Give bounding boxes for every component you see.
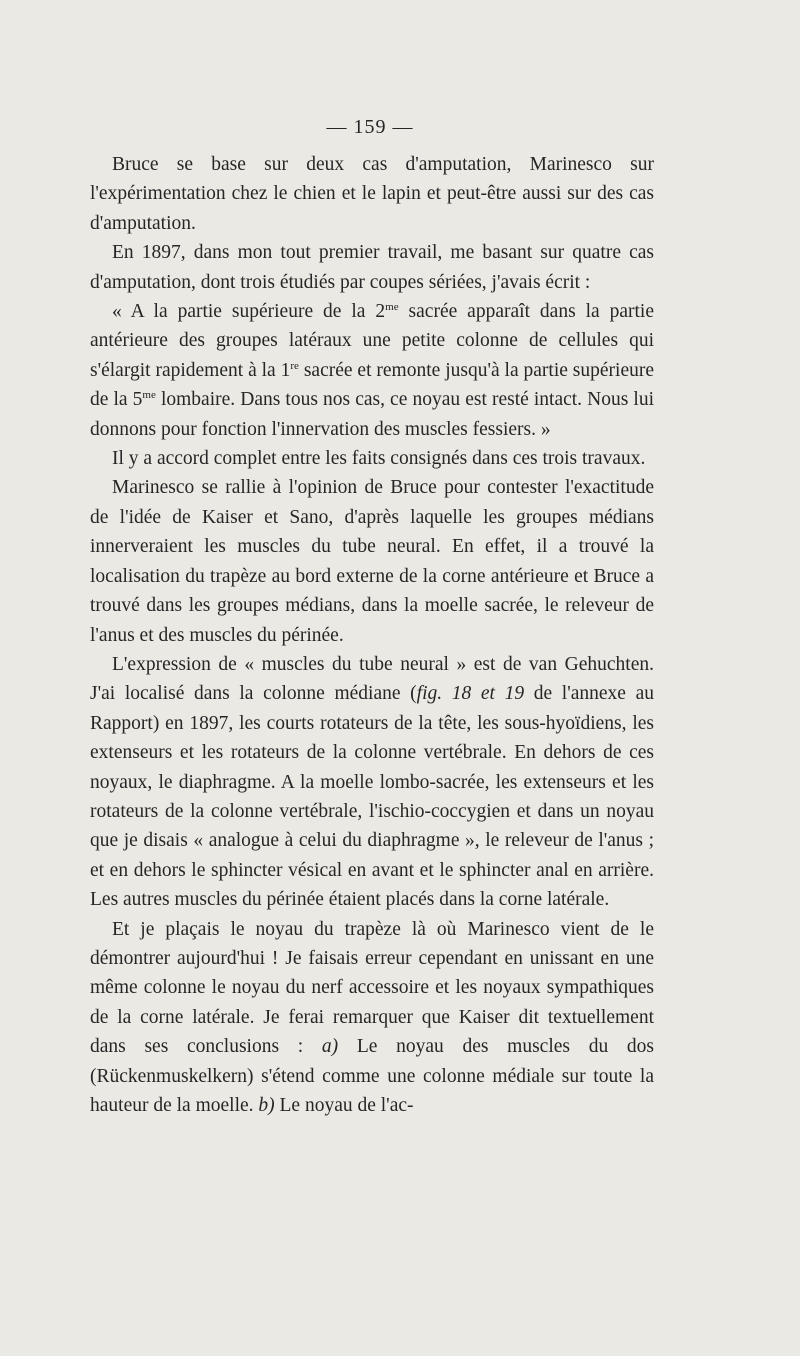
fig-paragraph-before: L'expression de « muscles du tube neural » est de van Gehuchten. J'ai localisé dans la colonne médiane (	[90, 653, 654, 705]
paragraph-quote	[90, 297, 654, 444]
paragraph-bruce-marinesco: Bruce se base sur deux cas d'amputation, Marinesco sur l'expérimentation chez le chien et le lapin et peut-être aussi sur des cas d'amputation.	[90, 154, 654, 234]
ordinal-suffix: re	[290, 359, 299, 372]
list-label-a: a)	[321, 1036, 339, 1058]
quote-part-c: sacrée et remonte jusqu'à la partie supérieure de la	[90, 359, 655, 411]
ordinal-suffix: me	[385, 301, 399, 314]
quote-part-b: sacrée apparaît dans la partie antérieure des groupes latéraux une petite colonne de cellules qui s'élargit rapidement à la	[90, 301, 654, 381]
paragraph-accord: Il y a accord complet entre les faits consignés dans ces trois travaux.	[112, 448, 646, 470]
page-number: — 159 —	[326, 116, 414, 138]
text-body	[90, 150, 654, 1120]
ordinal-number: 2	[375, 301, 386, 323]
quote-part-a: « A la partie supérieure de la	[112, 301, 376, 323]
quote-part-d: lombaire. Dans tous nos cas, ce noyau est resté intact. Nous lui donnons pour fonction l'innervation des muscles fessiers. »	[90, 389, 654, 440]
figure-reference: fig. 18 et 19	[416, 683, 525, 705]
ordinal-suffix: me	[142, 389, 156, 402]
last-paragraph-after: Le noyau de l'ac-	[274, 1095, 414, 1116]
fig-paragraph-after: de l'annexe au Rapport) en 1897, les courts rotateurs de la tête, les sous-hyoïdiens, les extenseurs et les rotateurs de la colonne vertébrale. En dehors de ces noyaux, le diaphragme. A la moelle lombo-sacrée, les extenseurs et les rotateurs de la colonne vertébrale, l'ischio-coccygien et dans un noyau que je disais « analogue à celui du diaphragme », le releveur de l'anus ; et en dehors le sphincter vésical en avant et le sphincter anal en arrière. Les autres muscles du périnée étaient placés dans la corne latérale.	[90, 683, 654, 911]
ordinal-number: 1	[280, 359, 291, 381]
paragraph-muscles-tube-neural	[90, 650, 654, 915]
paragraph-trapeze	[90, 915, 654, 1121]
last-paragraph-before: Et je plaçais le noyau du trapèze là où Marinesco vient de le démontrer aujourd'hui ! Je faisais erreur cependant en unissant en une même colonne le noyau du nerf accessoire et les noyaux sympathiques de la corne latérale. Je ferai remarquer que Kaiser dit textuellement dans ses conclusions :	[90, 918, 654, 1058]
last-paragraph-middle: Le noyau des muscles du dos (Rückenmuskelkern) s'étend comme une colonne médiale sur toute la hauteur de la moelle.	[90, 1036, 654, 1116]
paragraph-1897-work: En 1897, dans mon tout premier travail, me basant sur quatre cas d'amputation, dont trois étudiés par coupes sériées, j'avais écrit :	[90, 242, 654, 293]
paragraph-marinesco-bruce: Marinesco se rallie à l'opinion de Bruce pour contester l'exactitude de l'idée de Kaiser et Sano, d'après laquelle les groupes médians innerveraient les muscles du tube neural. En effet, il a trouvé la localisation du trapèze au bord externe de la corne antérieure et Bruce a trouvé dans les groupes médians, dans la moelle sacrée, le releveur de l'anus et des muscles du périnée.	[90, 477, 654, 646]
ordinal-number: 5	[132, 389, 143, 411]
list-label-b: b)	[258, 1095, 275, 1116]
